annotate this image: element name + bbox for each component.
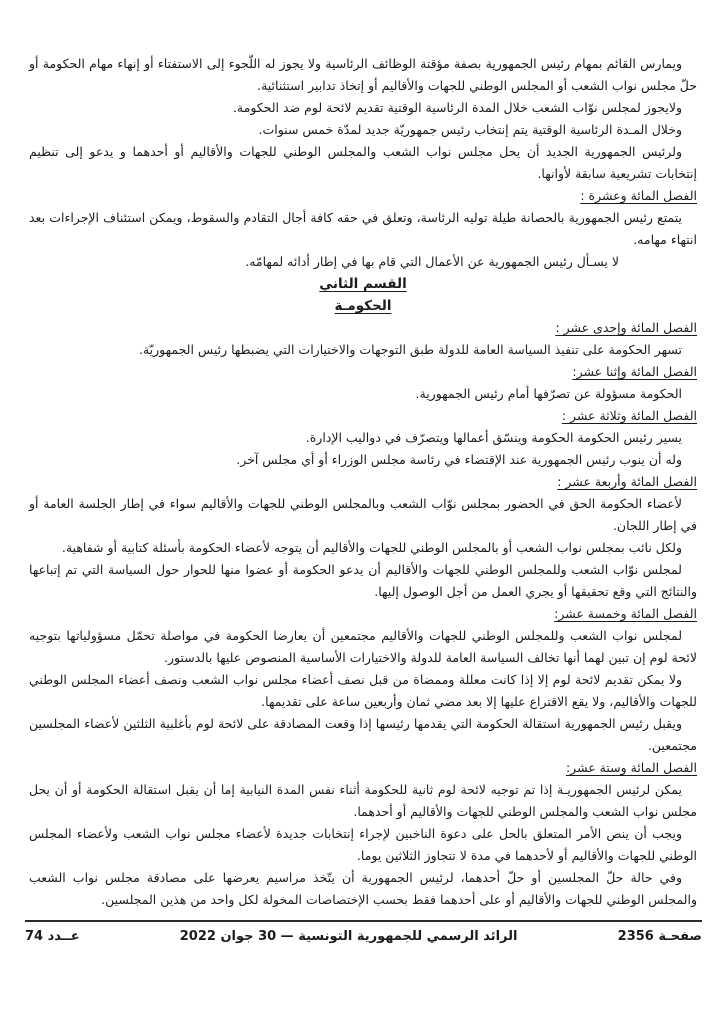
paragraph: لمجلس نواب الشعب وللمجلس الوطني للجهات والأقاليم مجتمعين أن يعارضا الحكومة في مواصلة تحمّل مسؤولياتها بتوجيه لائحة لوم إن تبين لهما أنها تخالف السياسة العامة للدولة والاختيارات الأساسية المنصوص عليها بالدستور.: [29, 628, 697, 665]
paragraph: يتمتع رئيس الجمهورية بالحصانة طيلة توليه الرئاسة، وتعلق في حقه كافة أجال التقادم والسقوط، ويمكن استئناف الإجراءات بعد انتهاء مهامه.: [29, 210, 697, 247]
article-heading-115: الفصل المائة وخمسة عشر:: [554, 606, 697, 621]
paragraph: ولا يمكن تقديم لائحة لوم إلا إذا كانت معللة وممضاة من قبل نصف أعضاء مجلس نواب الشعب ونصف أعضاء المجلس الوطني للجهات والأقاليم، ولا يقع الاقتراع عليها إلا بعد مضي ثمان وأربعين ساعة على تقديمها.: [29, 672, 697, 709]
issue-label: عــدد: [47, 929, 80, 944]
section-title: القسم الثاني: [319, 276, 407, 292]
chapter-title-government: الحكومـة: [334, 298, 392, 314]
article-heading-112: الفصل المائة وإثنا عشر:: [572, 364, 697, 379]
paragraph: ولرئيس الجمهورية الجديد أن يحل مجلس نواب الشعب والمجلس الوطني للجهات والأقاليم أو أحدهما و يدعو إلى تنظيم إنتخابات تشريعية سابقة لأوانها.: [29, 144, 697, 181]
article-heading-116: الفصل المائة وستة عشر:: [565, 760, 697, 775]
issue-number: 74: [25, 929, 44, 944]
paragraph: لا يسـأل رئيس الجمهورية عن الأعمال التي قام بها في إطار أدائه لمهامّه.: [245, 254, 619, 269]
journal-title-line: الرائد الرسمي للجمهورية التونسية — 30 جوان 2022: [179, 929, 518, 944]
paragraph: يسير رئيس الحكومة الحكومة وينسّق أعمالها ويتصرّف في دواليب الإدارة.: [305, 430, 682, 445]
paragraph: ويجب أن ينص الأمر المتعلق بالحل على دعوة الناخبين لإجراء إنتخابات جديدة لأعضاء مجلس نواب الشعب ولأعضاء المجلس الوطني للجهات والأقاليم أو لأحدهما في مدة لا تتجاوز الثلاثين يوما.: [29, 826, 697, 863]
paragraph: ولايجوز لمجلس نوّاب الشعب خلال المدة الرئاسية الوقتية تقديم لائحة لوم ضد الحكومة.: [232, 100, 682, 115]
paragraph: لمجلس نوّاب الشعب وللمجلس الوطني للجهات والأقاليم أن يدعو الحكومة أو عضوا منها للحوار حول السياسة التي تم إتباعها والنتائج التي وقع تحقيقها أو يجري العمل من أجل الوصول إليها.: [29, 562, 697, 599]
page-number-group: [618, 929, 702, 944]
paragraph: وخلال المـدة الرئاسية الوقتية يتم إنتخاب رئيس جمهوريّة جديد لمدّة خمس سنوات.: [258, 122, 682, 137]
paragraph: ويقبل رئيس الجمهورية استقالة الحكومة التي يقدمها رئيسها إذا وقعت المصادقة على لائحة لوم بأغلبية الثلثين لأعضاء المجلسين مجتمعين.: [29, 716, 697, 753]
paragraph: لأعضاء الحكومة الحق في الحضور بمجلس نوّاب الشعب وبالمجلس الوطني للجهات والأقاليم سواء في إطار الجلسة العامة أو في إطار اللجان.: [29, 496, 697, 533]
page-footer: [25, 920, 702, 944]
article-heading-111: الفصل المائة وإحدى عشر :: [555, 320, 697, 335]
paragraph: تسهر الحكومة على تنفيذ السياسة العامة للدولة طبق التوجهات والاختيارات التي يضبطها رئيس الجمهوريّة.: [138, 342, 682, 357]
paragraph: ولكل نائب بمجلس نواب الشعب أو بالمجلس الوطني للجهات والأقاليم أن يتوجه لأعضاء الحكومة بأسئلة كتابية أو شفاهية.: [61, 540, 682, 555]
article-heading-110: الفصل المائة وعشرة :: [580, 188, 697, 203]
article-heading-114: الفصل المائة وأربعة عشر :: [557, 474, 697, 489]
page-label: صفحـة: [658, 929, 702, 944]
paragraph: يمكن لرئيس الجمهوريـة إذا تم توجيه لائحة لوم ثانية للحكومة أثناء نفس المدة النيابية إما أن يقبل استقالة الحكومة أو أن يحل مجلس نواب الشعب والمجلس الوطني للجهات والأقاليم أو أحدهما.: [29, 782, 697, 819]
paragraph: الحكومة مسؤولة عن تصرّفها أمام رئيس الجمهورية.: [415, 386, 682, 401]
page-number: 2356: [617, 929, 654, 944]
issue-number-group: [25, 929, 80, 944]
paragraph: وله أن ينوب رئيس الجمهورية عند الإقتضاء في رئاسة مجلس الوزراء أو أي مجلس آخر.: [236, 452, 682, 467]
paragraph: ويمارس القائم بمهام رئيس الجمهورية بصفة مؤقتة الوظائف الرئاسية ولا يجوز له اللّجوء إلى الاستفتاء أو إنهاء مهام الحكومة أو حلّ مجلس نواب الشعب أو المجلس الوطني للجهات والأقاليم أو إتخاذ تدابير استثنائية.: [29, 56, 697, 93]
article-heading-113: الفصل المائة وثلاثة عشر :: [561, 408, 697, 423]
paragraph: وفي حالة حلّ المجلسين أو حلّ أحدهما، لرئيس الجمهورية أن يتّخذ مراسيم يعرضها على مصادقة مجلس نواب الشعب والمجلس الوطني للجهات والأقاليم أو على أحدهما فقط بحسب الإختصاصات المخولة لكل واحد من هذين المجلسين.: [29, 870, 697, 907]
document-body: [29, 53, 697, 911]
